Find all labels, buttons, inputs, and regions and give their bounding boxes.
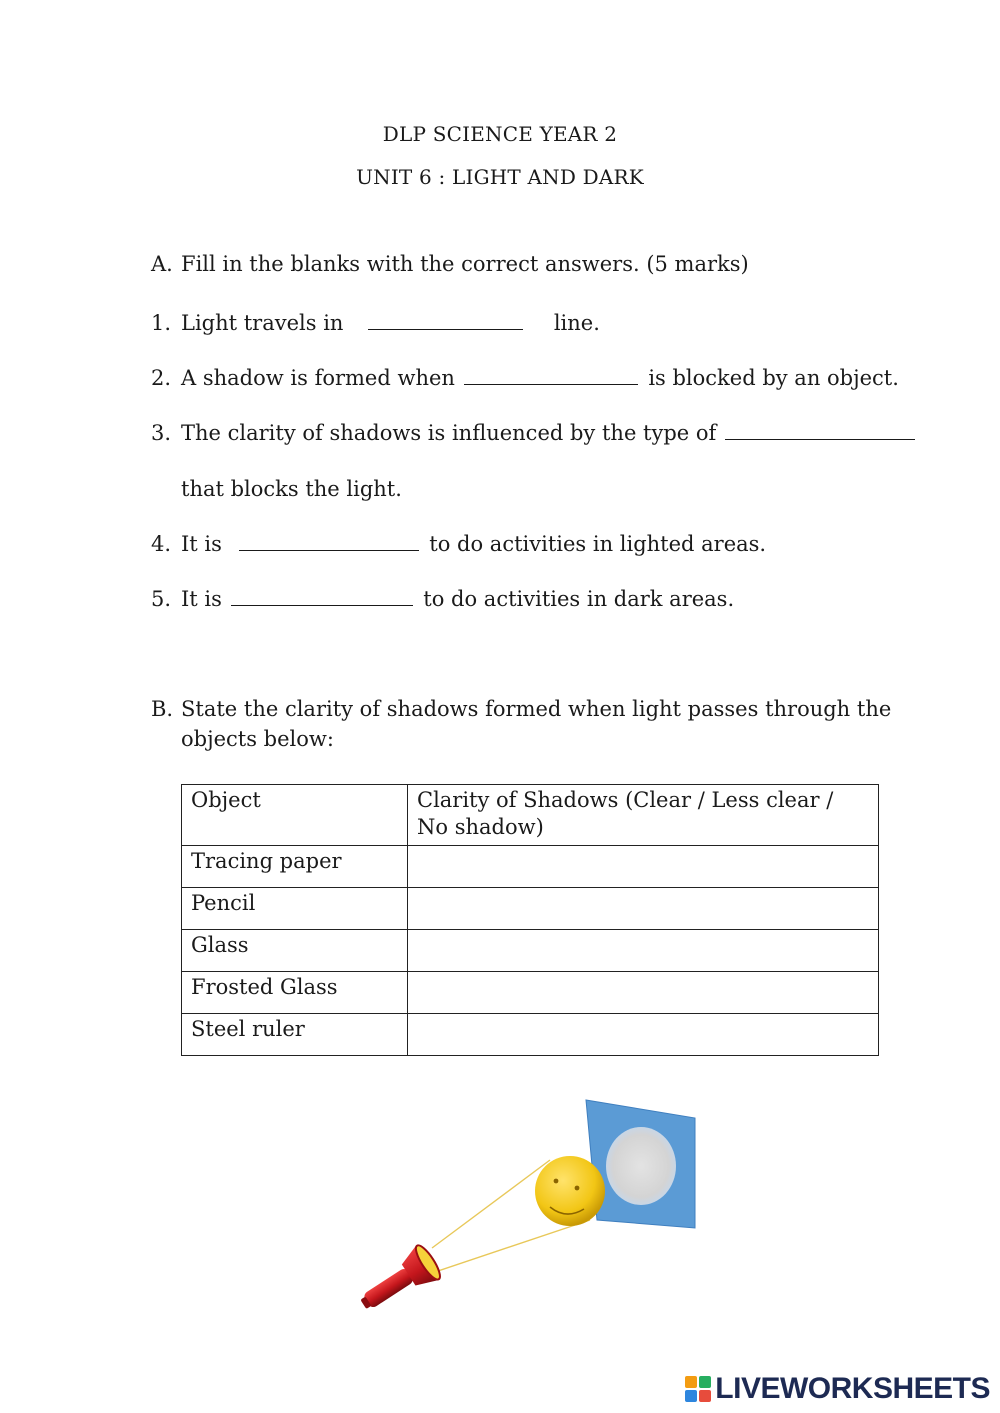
question-4 bbox=[181, 532, 766, 556]
table-row bbox=[182, 846, 879, 888]
question-text: Light travels in bbox=[181, 311, 344, 335]
question-text: line. bbox=[553, 311, 600, 335]
smiley-ball-icon bbox=[535, 1156, 605, 1226]
section-b-instruction: State the clarity of shadows formed when light passes through the bbox=[181, 697, 892, 721]
torch-icon bbox=[352, 1242, 444, 1310]
table-row bbox=[182, 888, 879, 930]
question-number: 2. bbox=[151, 366, 172, 390]
question-number: 4. bbox=[151, 532, 172, 556]
table-row bbox=[182, 972, 879, 1014]
answer-cell[interactable] bbox=[408, 972, 879, 1014]
object-cell: Frosted Glass bbox=[182, 972, 408, 1014]
section-a-instruction: Fill in the blanks with the correct answers. (5 marks) bbox=[181, 252, 749, 276]
table-header-row bbox=[182, 785, 879, 846]
answer-cell[interactable] bbox=[408, 930, 879, 972]
section-b-instruction-cont: objects below: bbox=[181, 727, 334, 751]
section-a-marker: A. bbox=[151, 252, 173, 276]
answer-blank-4[interactable] bbox=[239, 533, 419, 551]
liveworksheets-brand: LIVEWORKSHEETS bbox=[715, 1372, 990, 1405]
answer-blank-5[interactable] bbox=[231, 588, 413, 606]
worksheet-title: DLP SCIENCE YEAR 2 bbox=[382, 122, 618, 146]
answer-cell[interactable] bbox=[408, 888, 879, 930]
answer-blank-3[interactable] bbox=[725, 422, 915, 440]
clarity-table bbox=[181, 784, 879, 1056]
shadow-illustration bbox=[350, 1090, 710, 1310]
question-text: A shadow is formed when bbox=[181, 366, 455, 390]
answer-cell[interactable] bbox=[408, 1014, 879, 1056]
table-header-clarity: Clarity of Shadows (Clear / Less clear / No shadow) bbox=[408, 785, 879, 846]
question-number: 5. bbox=[151, 587, 172, 611]
question-5 bbox=[181, 587, 734, 611]
question-2 bbox=[181, 366, 899, 390]
question-text: The clarity of shadows is influenced by the type of bbox=[181, 421, 717, 445]
question-number: 3. bbox=[151, 421, 172, 445]
question-text: to do activities in dark areas. bbox=[423, 587, 735, 611]
object-cell: Glass bbox=[182, 930, 408, 972]
screen-icon bbox=[586, 1100, 695, 1228]
question-1 bbox=[181, 311, 600, 335]
table-row bbox=[182, 1014, 879, 1056]
answer-cell[interactable] bbox=[408, 846, 879, 888]
table-row bbox=[182, 930, 879, 972]
section-b-marker: B. bbox=[151, 697, 174, 721]
object-cell: Tracing paper bbox=[182, 846, 408, 888]
question-text: is blocked by an object. bbox=[648, 366, 899, 390]
question-text: to do activities in lighted areas. bbox=[429, 532, 767, 556]
unit-title: UNIT 6 : LIGHT AND DARK bbox=[356, 165, 644, 189]
answer-blank-1[interactable] bbox=[368, 312, 523, 330]
liveworksheets-logo bbox=[685, 1372, 990, 1406]
object-cell: Pencil bbox=[182, 888, 408, 930]
question-3-continuation: that blocks the light. bbox=[181, 477, 402, 501]
question-number: 1. bbox=[151, 311, 172, 335]
answer-blank-2[interactable] bbox=[464, 367, 638, 385]
table-header-object: Object bbox=[182, 785, 408, 846]
object-cell: Steel ruler bbox=[182, 1014, 408, 1056]
question-text: It is bbox=[181, 587, 222, 611]
liveworksheets-logo-icon bbox=[685, 1376, 711, 1402]
question-text: It is bbox=[181, 532, 222, 556]
question-3 bbox=[181, 421, 915, 445]
